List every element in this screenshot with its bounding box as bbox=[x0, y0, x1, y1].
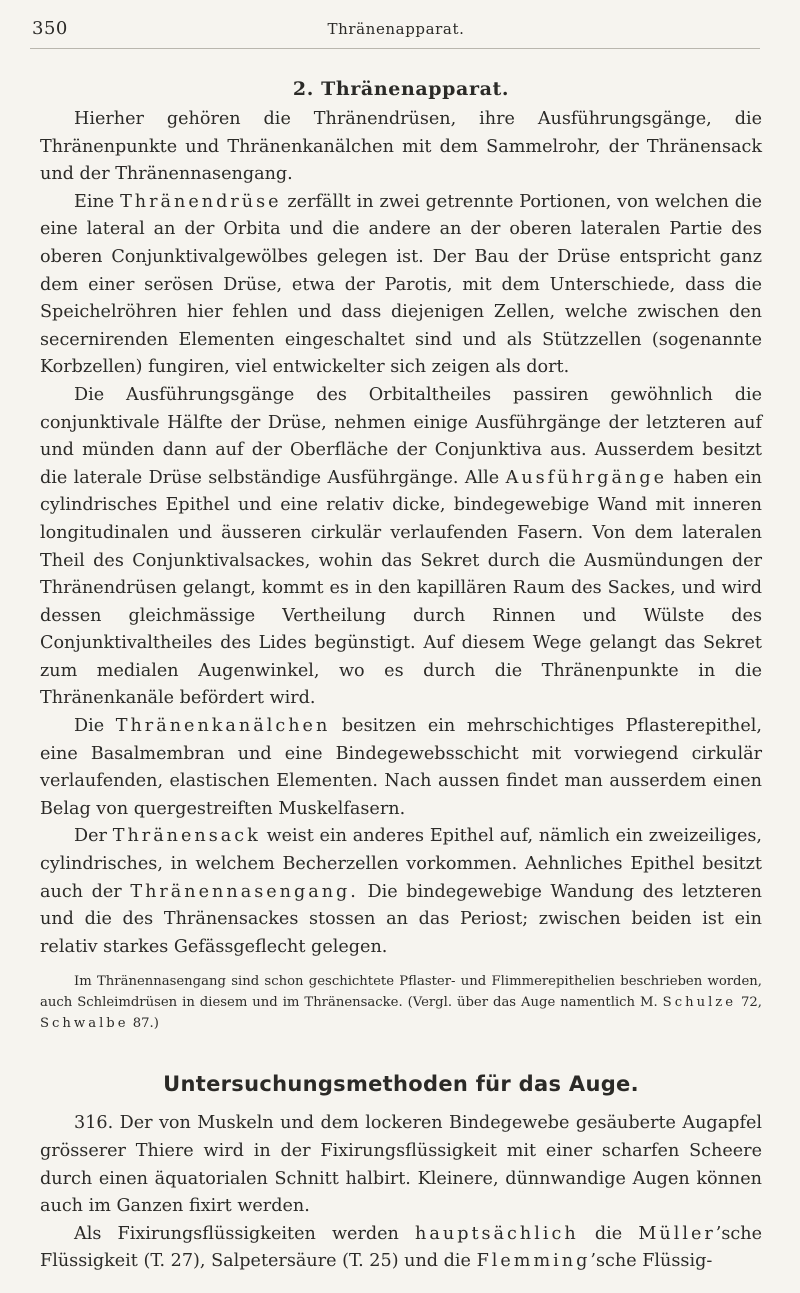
term-hauptsaechlich: hauptsächlich bbox=[415, 1223, 579, 1244]
note-lead: Im Thränennasengang sind schon geschichtete Pflaster- und Flimmerepithelien beschrieben worden, auch Schleimdrüsen in diesem und im Thränensacke. (Vergl. über das Auge namentlich M. bbox=[40, 974, 762, 1011]
author-mueller: Müller bbox=[638, 1223, 716, 1244]
paragraph-7 bbox=[40, 1221, 762, 1276]
paragraph-2 bbox=[40, 189, 762, 382]
paragraph-7-mid2: ’sche Flüssigkeit (T. 27), Salpetersäure (T. 25) und die bbox=[40, 1223, 762, 1272]
paragraph-3-lead: Die Ausführungsgänge des Orbitaltheiles passiren gewöhnlich die conjunktivale Hälfte der Drüse, nehmen einige Ausführgänge der letzteren auf und münden dann auf der Oberfläche der Conjunktiva aus. Ausserdem besitzt die laterale Drüse selbständige Ausführgänge. Alle bbox=[40, 384, 762, 488]
paragraph-7-lead: Als Fixirungsflüssigkeiten werden bbox=[74, 1223, 416, 1244]
paragraph-5-mid: weist ein anderes Epithel auf, nämlich ein zweizeiliges, cylindrisches, in welchem Becherzellen vorkommen. Aehnliches Epithel besitzt auch der bbox=[40, 826, 762, 902]
section-title: 2. Thränenapparat. bbox=[292, 78, 510, 100]
paragraph-3-text: haben ein cylindrisches Epithel und eine relativ dicke, bindegewebige Wand mit inneren longitudinalen und äusseren cirkulär verlaufenden Fasern. Von dem lateralen Theil des Conjunktivalsackes, wohin das Sekret durch die Ausmündungen der Thränendrüsen gelangt, kommt es in den kapillären Raum des Sackes, und wird dessen gleichmässige Vertheilung durch Rinnen und Wülste des Conjunktivaltheiles des Lides begünstigt. Auf diesem Wege gelangt das Sekret zum medialen Augenwinkel, wo es durch die Thränenpunkte in die Thränenkanäle befördert wird. bbox=[40, 467, 762, 709]
paragraph-6 bbox=[40, 1110, 762, 1220]
term-ausfuehrgaenge: Ausführgänge bbox=[505, 467, 668, 488]
term-thraenensack: Thränensack bbox=[112, 826, 261, 847]
paragraph-1 bbox=[40, 106, 762, 189]
footnote-paragraph bbox=[40, 971, 762, 1034]
term-thraenennasengang: Thränennasengang. bbox=[130, 881, 359, 902]
term-thraenendruese: Thränendrüse bbox=[120, 191, 282, 212]
paragraph-2-text: zerfällt in zwei getrennte Portionen, von welchen die eine lateral an der Orbita und die andere an der oberen lateralen Partie des oberen Conjunktivalgewölbes gelegen ist. Der Bau der Drüse entspricht ganz dem einer serösen Drüse, etwa der Parotis, mit dem Unterschiede, dass die Speichelröhren hier fehlen und dass diejenigen Zellen, welche zwischen den secernirenden Elementen eingeschaltet sind und als Stützzellen (sogenannte Korbzellen) fungiren, viel entwickelter sich zeigen als dort. bbox=[40, 191, 763, 378]
paragraph-7-mid1: die bbox=[578, 1223, 639, 1244]
text-block bbox=[40, 78, 762, 1276]
running-head: Thränenapparat. bbox=[327, 20, 465, 38]
paragraph-5-text: Die bindegewebige Wandung des letzteren und die des Thränensackes stossen an das Periost; zwischen beiden ist ein relativ starkes Gefässgeflecht gelegen. bbox=[40, 881, 762, 957]
note-tail: 87.) bbox=[128, 1016, 159, 1032]
paragraph-2-lead: Eine bbox=[74, 191, 121, 212]
page-number: 350 bbox=[32, 18, 68, 39]
note-mid: 72, bbox=[736, 995, 763, 1011]
paragraph-4 bbox=[40, 713, 762, 823]
paragraph-5-lead: Der bbox=[74, 826, 113, 847]
author-schulze: Schulze bbox=[662, 995, 737, 1011]
author-schwalbe: Schwalbe bbox=[40, 1016, 129, 1032]
term-thraenenkanaelchen: Thränenkanälchen bbox=[115, 716, 331, 737]
chapter-heading: Untersuchungsmethoden für das Auge. bbox=[163, 1072, 639, 1097]
paragraph-4-text: besitzen ein mehrschichtiges Pflasterepithel, eine Basalmembran und eine Bindegewebsschicht mit vorwiegend cirkulär verlaufenden, elastischen Elementen. Nach aussen findet man ausserdem einen Belag von quergestreiften Muskelfasern. bbox=[40, 716, 762, 819]
paragraph-5 bbox=[40, 823, 762, 961]
paragraph-3 bbox=[40, 382, 762, 713]
paragraph-6-text: 316. Der von Muskeln und dem lockeren Bindegewebe gesäuberte Augapfel grösserer Thiere wird in der Fixirungsflüssigkeit mit einer scharfen Scheere durch einen äquatorialen Schnitt halbirt. Kleinere, dünnwandige Augen können auch im Ganzen fixirt werden. bbox=[40, 1113, 762, 1217]
paragraph-4-lead: Die bbox=[74, 716, 116, 737]
author-flemming: Flemming bbox=[476, 1251, 591, 1272]
page-header bbox=[32, 18, 760, 44]
paragraph-1-text: Hierher gehören die Thränendrüsen, ihre Ausführungsgänge, die Thränenpunkte und Thränenkanälchen mit dem Sammelrohr, der Thränensack und der Thränennasengang. bbox=[40, 109, 762, 185]
header-rule bbox=[30, 48, 760, 49]
paragraph-7-tail: ’sche Flüssig- bbox=[590, 1251, 713, 1272]
